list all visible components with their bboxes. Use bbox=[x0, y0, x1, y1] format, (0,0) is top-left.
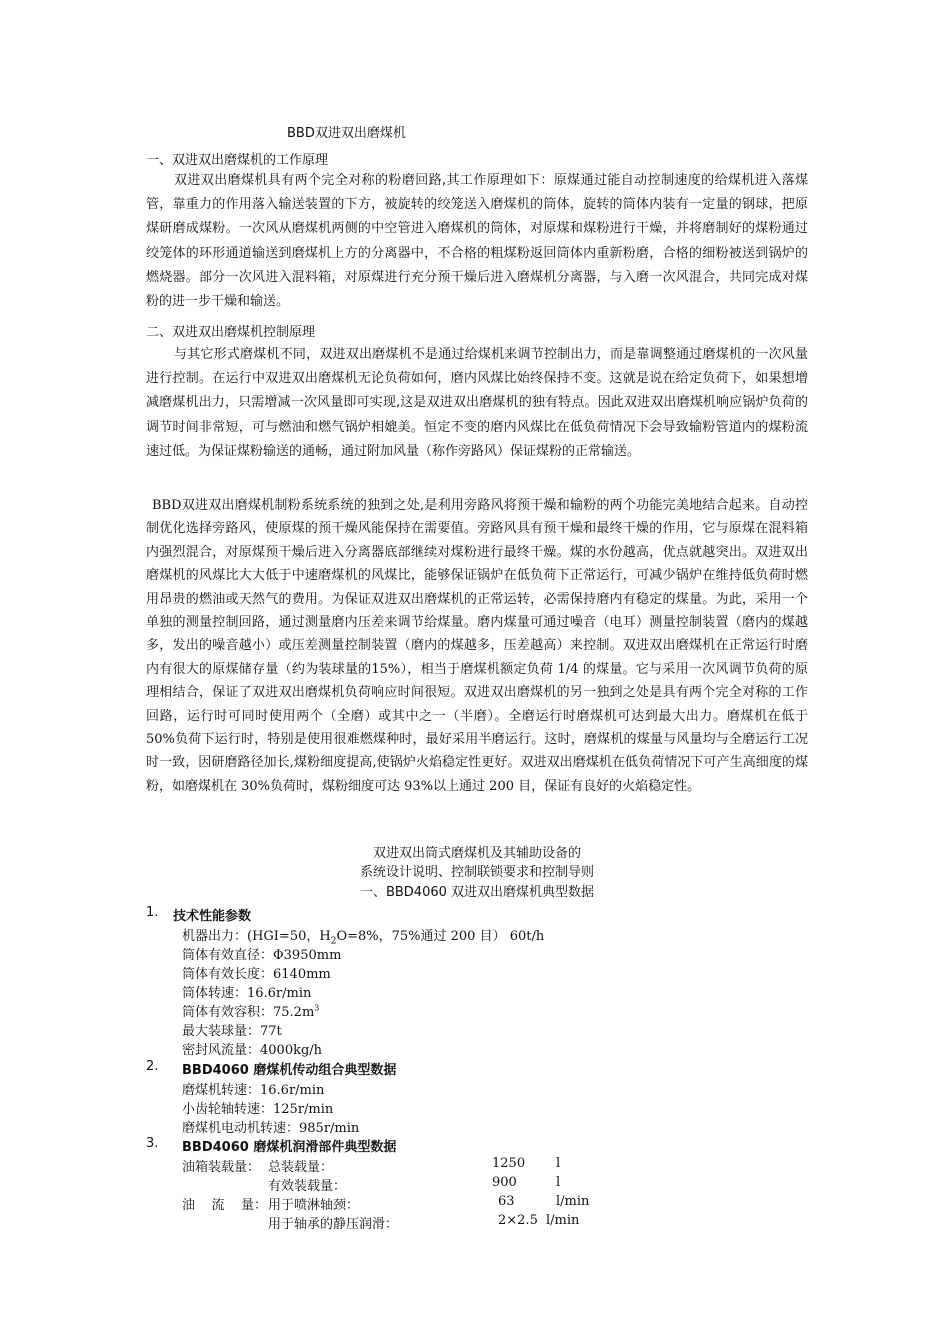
section-number: 2. bbox=[146, 1059, 159, 1074]
center-heading-2: 系统设计说明、控制联锁要求和控制导则 bbox=[359, 865, 594, 880]
drive-line-mill-speed: 磨煤机转速：16.6r/min bbox=[182, 1083, 325, 1098]
spec-subscript: 2 bbox=[330, 936, 337, 947]
spec-line-diameter: 筒体有效直径：Φ3950mm bbox=[182, 948, 342, 963]
spec-text: O=8%，75%通过 200 目） 60t/h bbox=[336, 929, 545, 944]
spec-line-speed: 筒体转速：16.6r/min bbox=[182, 986, 312, 1001]
spec-line-volume bbox=[182, 1001, 319, 1020]
lube-value: 63 bbox=[498, 1194, 515, 1209]
document-title: BBD双进双出磨煤机 bbox=[287, 126, 406, 141]
lube-item: 有效装载量： bbox=[268, 1179, 347, 1194]
spec-line-length: 筒体有效长度：6140mm bbox=[182, 967, 331, 982]
paragraph-control-principle: 与其它形式磨煤机不同，双进双出磨煤机不是通过给煤机来调节控制出力，而是靠调整通过磨煤机的一次风量进行控制。在运行中双进双出磨煤机无论负荷如何，磨内风煤比始终保持不变。这就是说在给定负荷下，如果想增减磨煤机出力，只需增减一次风量即可实现,这是双进双出磨煤机的独有特点。因此双进双出磨煤机响应锅炉负荷的调节时间非常短，可与燃油和燃气锅炉相媲美。恒定不变的磨内风煤比在低负荷情况下会导致输粉管道内的煤粉流速过低。为保证煤粉输送的通畅，通过附加风量（称作旁路风）保证煤粉的正常输送。 bbox=[146, 347, 808, 459]
lube-unit: l/min bbox=[546, 1213, 580, 1228]
spec-line-ball-load: 最大装球量：77t bbox=[182, 1024, 282, 1039]
section-heading-working-principle: 一、双进双出磨煤机的工作原理 bbox=[146, 153, 329, 168]
drive-line-pinion-speed: 小齿轮轴转速：125r/min bbox=[182, 1102, 334, 1117]
center-heading-1: 双进双出筒式磨煤机及其辅助设备的 bbox=[372, 846, 581, 861]
drive-line-motor-speed: 磨煤机电动机转速：985r/min bbox=[182, 1121, 360, 1136]
section-title-drive: BBD4060 磨煤机传动组合典型数据 bbox=[182, 1063, 397, 1078]
lube-item: 用于喷淋轴颈： bbox=[268, 1198, 360, 1213]
lube-value: 900 bbox=[492, 1175, 517, 1190]
spec-text: 机器出力：(HGI=50，H bbox=[182, 929, 331, 944]
lube-item: 用于轴承的静压润滑： bbox=[268, 1217, 399, 1232]
section-number: 1. bbox=[146, 905, 159, 920]
lube-item: 总装载量： bbox=[268, 1160, 334, 1175]
lube-unit: l/min bbox=[556, 1194, 590, 1209]
section-title-lubrication: BBD4060 磨煤机润滑部件典型数据 bbox=[182, 1140, 397, 1155]
lube-value: 2×2.5 bbox=[498, 1213, 538, 1228]
lube-unit: l bbox=[556, 1175, 561, 1190]
section-number: 3. bbox=[146, 1136, 159, 1151]
lube-label: 油箱装载量： bbox=[182, 1160, 261, 1175]
paragraph-bypass-air: BBD双进双出磨煤机制粉系统系统的独到之处,是利用旁路风将预干燥和输粉的两个功能完美地结合起来。自动控制优化选择旁路风，使原煤的预干燥风能保持在需要值。旁路风具有预干燥和最终干燥的作用，它与原煤在混料箱内强烈混合，对原煤预干燥后进入分离器底部继续对煤粉进行最终干燥。煤的水份越高，优点就越突出。双进双出磨煤机的风煤比大大低于中速磨煤机的风煤比，能够保证锅炉在低负荷下正常运行，可减少锅炉在维持低负荷时燃用昂贵的燃油或天然气的费用。为保证双进双出磨煤机的正常运转，必需保持磨内有稳定的煤量。为此，采用一个单独的测量控制回路，通过测量磨内压差来调节给煤量。磨内煤量可通过噪音（电耳）测量控制装置（磨内的煤越多，发出的噪音越小）或压差测量控制装置（磨内的煤越多，压差越高）来控制。双进双出磨煤机在正常运行时磨内有很大的原煤储存量（约为装球量的15%），相当于磨煤机额定负荷 1/4 的煤量。它与采用一次风调节负荷的原理相结合，保证了双进双出磨煤机负荷响应时间很短。双进双出磨煤机的另一独到之处是具有两个完全对称的工作回路，运行时可同时使用两个（全磨）或其中之一（半磨）。全磨运行时磨煤机可达到最大出力。磨煤机在低于 50%负荷下运行时，特别是使用很难燃煤种时，最好采用半磨运行。这时，磨煤机的煤量与风量均与全磨运行工况时一致，因研磨路径加长,煤粉细度提高,使锅炉火焰稳定性更好。双进双出磨煤机在低负荷情况下可产生高细度的煤粉，如磨煤机在 30%负荷时，煤粉细度可达 93%以上通过 200 目，保证有良好的火焰稳定性。 bbox=[146, 498, 808, 794]
spec-text: 筒体有效容积：75.2m bbox=[182, 1005, 315, 1020]
center-heading-3: 一、BBD4060 双进双出磨煤机典型数据 bbox=[359, 885, 595, 900]
lube-label: 油 流 量： bbox=[182, 1198, 268, 1213]
spec-superscript: 3 bbox=[314, 1003, 320, 1013]
spec-line-seal-air: 密封风流量：4000kg/h bbox=[182, 1043, 323, 1058]
paragraph-working-principle: 双进双出磨煤机具有两个完全对称的粉磨回路,其工作原理如下：原煤通过能自动控制速度的给煤机进入落煤管，靠重力的作用落入输送装置的下方，被旋转的绞笼送入磨煤机的筒体，旋转的筒体内装有一定量的钢球，把原煤研磨成煤粉。一次风从磨煤机两侧的中空管进入磨煤机的筒体，对原煤和煤粉进行干燥，并将磨制好的煤粉通过绞笼体的环形通道输送到磨煤机上方的分离器中，不合格的粗煤粉返回筒体内重新粉磨，合格的细粉被送到锅炉的燃烧器。部分一次风进入混料箱，对原煤进行充分预干燥后进入磨煤机分离器，与入磨一次风混合，共同完成对煤粉的进一步干燥和输送。 bbox=[146, 173, 808, 310]
lube-unit: l bbox=[556, 1156, 561, 1171]
lube-value: 1250 bbox=[492, 1156, 526, 1171]
section-title-performance: 技术性能参数 bbox=[173, 909, 252, 924]
section-heading-control-principle: 二、双进双出磨煤机控制原理 bbox=[146, 325, 316, 340]
